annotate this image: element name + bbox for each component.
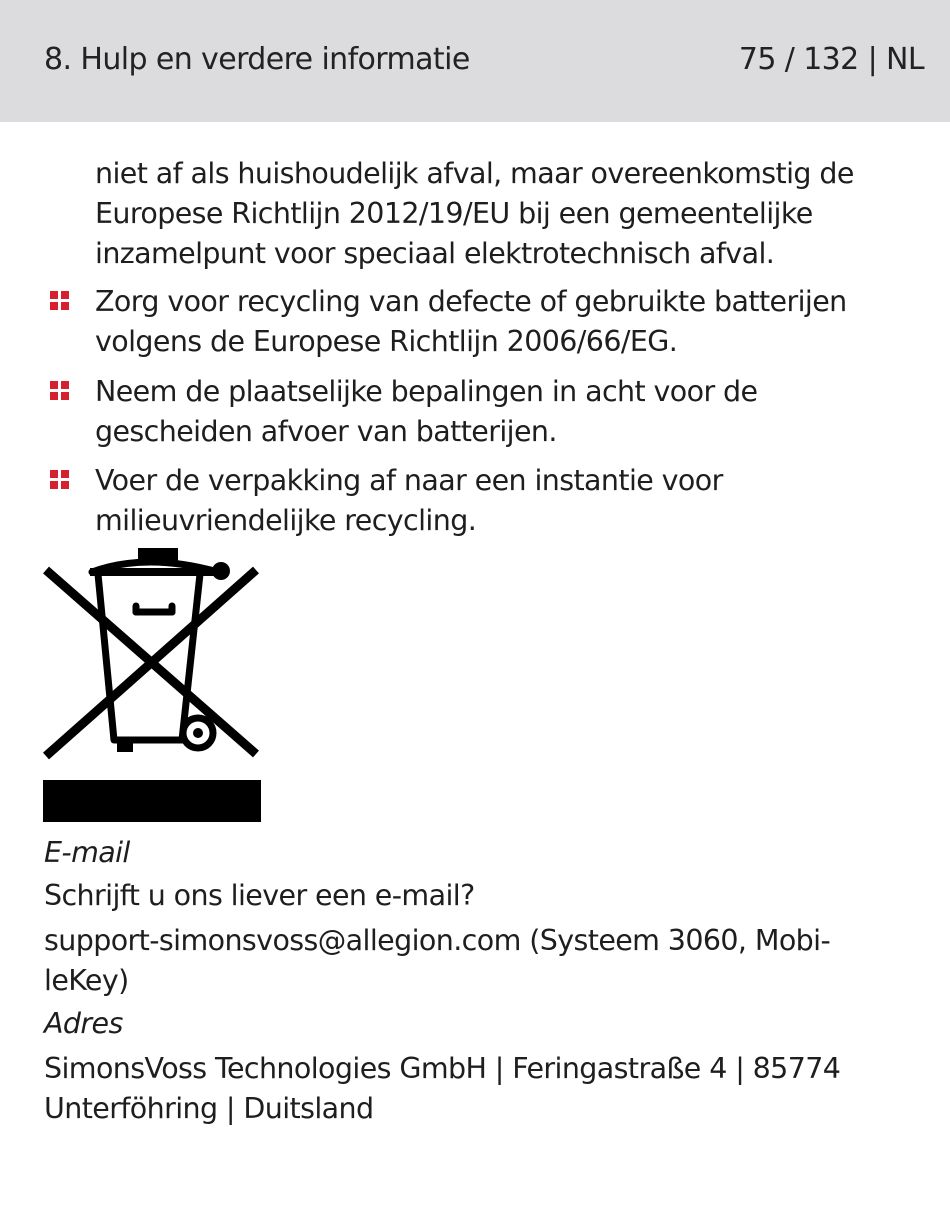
- section-title: 8. Hulp en verdere informatie: [44, 42, 470, 77]
- bullet-item: [95, 372, 925, 452]
- email-address-line: leKey): [44, 964, 129, 997]
- email-address-line[interactable]: support-simonsvoss@allegion.com (Systeem 3060, Mobi-: [44, 924, 831, 957]
- address-line: SimonsVoss Technologies GmbH | Feringastraße 4 | 85774: [44, 1052, 841, 1085]
- bullet-item: [95, 282, 925, 362]
- intro-paragraph: [95, 154, 925, 274]
- address-heading: Adres: [44, 1007, 123, 1040]
- crossed-out-wheelie-bin-icon: [42, 544, 262, 764]
- text-line: gescheiden afvoer van batterijen.: [95, 415, 557, 448]
- red-bullet-icon: [50, 291, 70, 311]
- bullet-item: [95, 461, 925, 541]
- contact-section: [44, 833, 924, 1129]
- text-line: inzamelpunt voor speciaal elektrotechnisch afval.: [95, 237, 775, 270]
- red-bullet-icon: [50, 470, 70, 490]
- page-number: 75 / 132 | NL: [738, 42, 924, 77]
- text-line: Neem de plaatselijke bepalingen in acht voor de: [95, 375, 758, 408]
- text-line: milieuvriendelijke recycling.: [95, 504, 477, 537]
- text-line: niet af als huishoudelijk afval, maar overeenkomstig de: [95, 157, 854, 190]
- text-line: Zorg voor recycling van defecte of gebruikte batterijen: [95, 285, 847, 318]
- email-heading: E-mail: [44, 836, 130, 869]
- text-line: Europese Richtlijn 2012/19/EU bij een gemeentelijke: [95, 197, 813, 230]
- email-prompt: Schrijft u ons liever een e-mail?: [44, 879, 475, 912]
- page-header: [0, 0, 950, 122]
- text-line: volgens de Europese Richtlijn 2006/66/EG.: [95, 325, 678, 358]
- text-line: Voer de verpakking af naar een instantie voor: [95, 464, 723, 497]
- weee-bar: [43, 780, 261, 822]
- red-bullet-icon: [50, 381, 70, 401]
- address-line: Unterföhring | Duitsland: [44, 1092, 374, 1125]
